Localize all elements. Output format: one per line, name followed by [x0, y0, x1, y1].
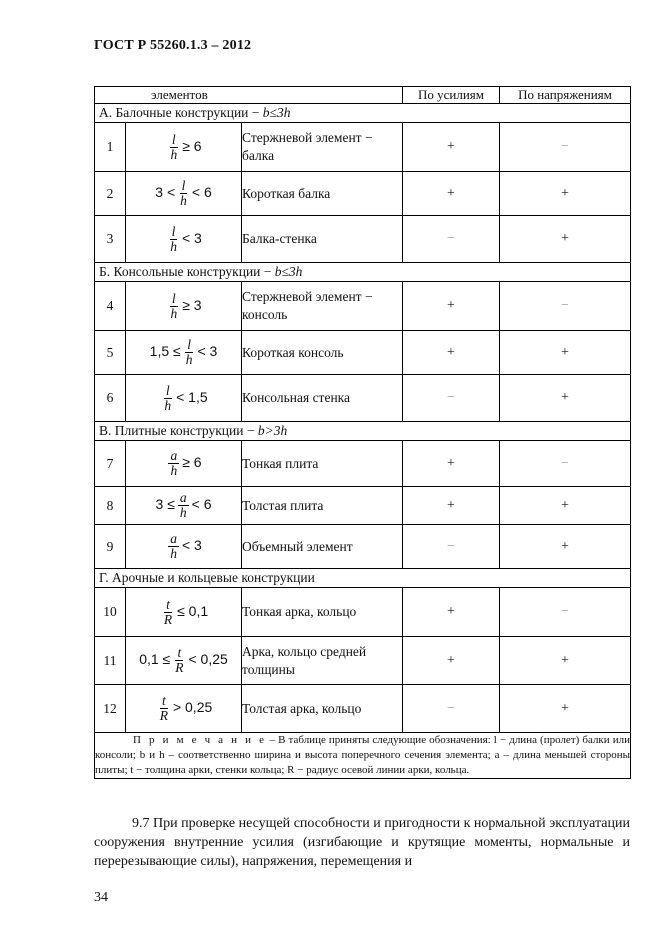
row-label: Арка, кольцо средней толщины — [242, 637, 403, 685]
formula-fraction — [158, 694, 170, 723]
formula-fraction — [168, 449, 179, 478]
document-header: ГОСТ Р 55260.1.3 – 2012 — [94, 38, 252, 53]
section-title-text: Б. Консольные конструкции − — [99, 264, 275, 279]
formula-comparison: ≥ 6 — [182, 137, 202, 154]
row-formula — [126, 685, 242, 733]
row-number: 9 — [95, 525, 126, 569]
formula-fraction — [168, 292, 179, 321]
stress-mark: + — [500, 637, 631, 685]
row-label: Балка-стенка — [242, 216, 403, 263]
table-row — [95, 331, 631, 375]
formula-comparison: > 0,25 — [172, 699, 213, 716]
fraction-denominator: h — [180, 193, 187, 208]
row-number: 5 — [95, 331, 126, 375]
row-label: Консольная стенка — [242, 375, 403, 422]
table-row — [95, 588, 631, 637]
paragraph-text: 9.7 При проверке несущей способности и пригодности к нормальной эксплуатации сооружения внутренние усилия (изгибающие и крутящие моменты, нормальные и перерезывающие силы), напряжения, перемещения и — [94, 816, 630, 869]
force-mark: − — [403, 216, 500, 263]
fraction-denominator: R — [175, 660, 184, 675]
row-number: 7 — [95, 441, 126, 487]
formula-comparison: < 3 — [197, 343, 218, 360]
force-mark: − — [403, 685, 500, 733]
section-header-row — [95, 263, 631, 282]
section-condition: b>3h — [257, 423, 288, 438]
stress-mark: + — [500, 331, 631, 375]
table-row — [95, 525, 631, 569]
row-formula — [126, 172, 242, 216]
stress-mark: + — [500, 525, 631, 569]
stress-mark: + — [500, 685, 631, 733]
formula-comparison: < 3 — [181, 537, 202, 554]
row-formula — [126, 331, 242, 375]
formula-comparison: ≥ 6 — [182, 454, 202, 471]
formula-prefix: 3 ≤ — [155, 496, 175, 513]
formula-fraction — [168, 532, 179, 561]
force-mark: + — [403, 441, 500, 487]
fraction-denominator: h — [170, 463, 178, 478]
row-label: Короткая балка — [242, 172, 403, 216]
row-formula — [126, 216, 242, 263]
section-title — [95, 104, 631, 123]
fraction-denominator: h — [164, 397, 172, 413]
formula-fraction — [178, 491, 189, 520]
stress-mark: + — [500, 375, 631, 422]
fraction-numerator: l — [171, 223, 176, 239]
row-formula — [126, 588, 242, 637]
row-number: 2 — [95, 172, 126, 216]
row-label: Толстая плита — [242, 487, 403, 525]
formula-comparison: < 1,5 — [176, 388, 208, 405]
table-row — [95, 637, 631, 685]
table-row — [95, 216, 631, 263]
paragraph-9-7 — [94, 814, 630, 871]
row-formula — [126, 487, 242, 525]
section-title-text: В. Плитные конструкции − — [99, 423, 258, 438]
fraction-denominator: h — [179, 505, 187, 520]
fraction-numerator: t — [161, 693, 166, 708]
formula-comparison: < 6 — [191, 184, 212, 201]
force-mark: − — [403, 525, 500, 569]
formula-prefix: 0,1 ≤ — [139, 651, 171, 668]
force-mark: + — [403, 123, 500, 172]
row-formula — [126, 282, 242, 331]
row-label: Толстая арка, кольцо — [242, 685, 403, 733]
formula-comparison: < 3 — [181, 229, 202, 246]
table-header-row — [95, 87, 631, 104]
row-number: 3 — [95, 216, 126, 263]
formula-fraction — [173, 646, 185, 675]
table-row — [95, 375, 631, 422]
table-row — [95, 172, 631, 216]
fraction-denominator: R — [159, 708, 168, 723]
fraction-numerator: l — [165, 382, 170, 398]
table-row — [95, 123, 631, 172]
table-row — [95, 685, 631, 733]
row-formula — [126, 123, 242, 172]
force-mark: + — [403, 172, 500, 216]
fraction-numerator: l — [171, 131, 176, 147]
formula-fraction — [168, 133, 179, 162]
table-row — [95, 487, 631, 525]
stress-mark: + — [500, 487, 631, 525]
section-title-text: Г. Арочные и кольцевые конструкции — [99, 570, 315, 585]
force-mark: − — [403, 375, 500, 422]
row-number: 8 — [95, 487, 126, 525]
fraction-numerator: l — [181, 178, 186, 193]
fraction-numerator: t — [166, 596, 170, 612]
fraction-denominator: h — [170, 238, 177, 254]
note-row — [95, 733, 631, 779]
note-text: – В таблице приняты следующие обозначения: l − длина (пролет) балки или консоли; b и h – соответственно ширина и высота поперечного сечения элемента; a – длина меньшей стороны плиты; t − толщина арки, стенки кольца; R − радиус осевой линии арки, кольца. — [95, 734, 631, 776]
fraction-numerator: a — [170, 448, 178, 463]
force-mark: + — [403, 331, 500, 375]
fraction-numerator: a — [179, 490, 187, 505]
formula-prefix: 1,5 ≤ — [149, 343, 181, 360]
section-condition: b≤3h — [262, 105, 291, 120]
row-number: 12 — [95, 685, 126, 733]
fraction-numerator: a — [170, 531, 177, 546]
column-header-stress: По напряжениям — [500, 87, 631, 104]
row-number: 1 — [95, 123, 126, 172]
formula-fraction — [162, 384, 173, 413]
formula-comparison: ≤ 0,1 — [177, 602, 209, 619]
section-header-row — [95, 104, 631, 123]
stress-mark: − — [500, 282, 631, 331]
row-label: Короткая консоль — [242, 331, 403, 375]
stress-mark: + — [500, 216, 631, 263]
table-row — [95, 282, 631, 331]
row-formula — [126, 637, 242, 685]
stress-mark: − — [500, 123, 631, 172]
section-title — [95, 422, 631, 441]
page-number: 34 — [94, 890, 108, 905]
row-number: 10 — [95, 588, 126, 637]
row-number: 11 — [95, 637, 126, 685]
row-label: Стержневой элемент − консоль — [242, 282, 403, 331]
section-title-text: А. Балочные конструкции − — [99, 105, 263, 120]
formula-fraction — [162, 598, 174, 627]
section-condition: b≤3h — [274, 264, 303, 279]
force-mark: + — [403, 637, 500, 685]
fraction-numerator: t — [177, 645, 182, 660]
force-mark: + — [403, 588, 500, 637]
row-number: 4 — [95, 282, 126, 331]
section-title — [95, 569, 631, 588]
row-formula — [126, 375, 242, 422]
stress-mark: + — [500, 172, 631, 216]
formula-fraction — [178, 179, 189, 208]
formula-prefix: 3 < — [155, 184, 176, 201]
row-label: Объемный элемент — [242, 525, 403, 569]
fraction-denominator: R — [163, 611, 173, 627]
row-label: Тонкая арка, кольцо — [242, 588, 403, 637]
column-header-elements: элементов — [95, 87, 403, 104]
table-row — [95, 441, 631, 487]
fraction-denominator: h — [170, 546, 177, 561]
row-formula — [126, 441, 242, 487]
fraction-numerator: l — [171, 290, 176, 306]
stress-mark: − — [500, 441, 631, 487]
formula-comparison: < 0,25 — [188, 651, 228, 668]
section-title — [95, 263, 631, 282]
fraction-denominator: h — [170, 305, 178, 321]
row-formula — [126, 525, 242, 569]
formula-comparison: < 6 — [191, 496, 212, 513]
force-mark: + — [403, 282, 500, 331]
fraction-denominator: h — [185, 352, 193, 367]
force-mark: + — [403, 487, 500, 525]
section-header-row — [95, 422, 631, 441]
note-title: П р и м е ч а н и е — [133, 734, 267, 746]
formula-comparison: ≥ 3 — [182, 296, 202, 313]
stress-mark: − — [500, 588, 631, 637]
column-header-force: По усилиям — [403, 87, 500, 104]
classification-table — [94, 86, 631, 779]
row-label: Тонкая плита — [242, 441, 403, 487]
formula-fraction — [184, 338, 195, 367]
fraction-denominator: h — [170, 146, 178, 162]
row-number: 6 — [95, 375, 126, 422]
formula-fraction — [168, 225, 179, 254]
table-note — [95, 733, 631, 779]
section-header-row — [95, 569, 631, 588]
fraction-numerator: l — [187, 337, 191, 352]
row-label: Стержневой элемент − балка — [242, 123, 403, 172]
